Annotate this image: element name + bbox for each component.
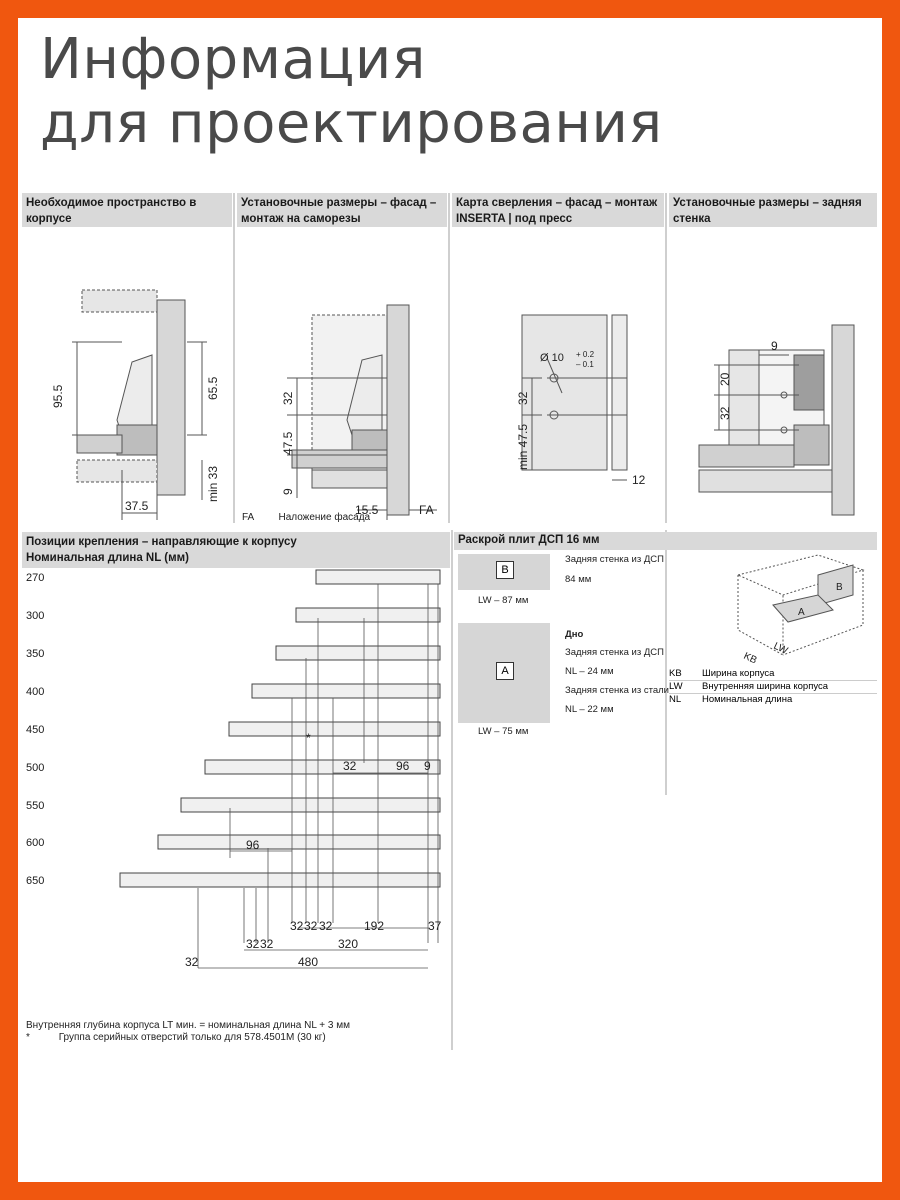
panel3-drawing bbox=[452, 230, 664, 525]
note-asterisk-mark: * bbox=[26, 1032, 30, 1043]
separator bbox=[665, 193, 667, 523]
legend-text: Номинальная длина bbox=[702, 694, 793, 705]
note-asterisk-text: Группа серийных отверстий только для 578.4501M (30 кг) bbox=[58, 1032, 326, 1043]
nl-label: 270 bbox=[26, 572, 45, 584]
bottom-board bbox=[699, 445, 794, 467]
runner-600 bbox=[158, 835, 440, 849]
legend-text: Ширина корпуса bbox=[702, 668, 775, 679]
legend-key: KB bbox=[669, 668, 682, 679]
title-line-1: Информация bbox=[40, 27, 426, 92]
dim-tol-minus: – 0.1 bbox=[576, 360, 594, 369]
nl-label: 350 bbox=[26, 648, 45, 660]
panel2-header bbox=[237, 193, 447, 227]
legend-row-kb bbox=[669, 668, 877, 681]
separator bbox=[233, 193, 235, 523]
panel4-header bbox=[669, 193, 877, 227]
runner-350 bbox=[276, 646, 440, 660]
page-title bbox=[40, 28, 663, 156]
panel2-legend bbox=[242, 512, 370, 523]
runner-block bbox=[117, 425, 157, 455]
dim-min-33: min 33 bbox=[206, 465, 220, 502]
panel1-header bbox=[22, 193, 232, 227]
panel-a-title: Дно bbox=[565, 629, 584, 640]
runner-450 bbox=[229, 722, 440, 736]
note-lt: Внутренняя глубина корпуса LT мин. = номинальная длина NL + 3 мм bbox=[26, 1020, 351, 1031]
asterisk-mark: * bbox=[306, 731, 311, 745]
panel1-header-text: Необходимое пространство в корпусе bbox=[26, 197, 197, 225]
dim-37-5: 37.5 bbox=[125, 499, 149, 513]
panel-a-size1: NL – 24 мм bbox=[565, 666, 614, 677]
cabinet-top-board bbox=[82, 290, 157, 312]
dim-32-f: 32 bbox=[260, 937, 274, 951]
legend-text-fa: Наложение фасада bbox=[278, 512, 371, 523]
separator bbox=[665, 530, 667, 795]
legend-row-nl bbox=[669, 694, 877, 706]
dim-32-a: 32 bbox=[343, 759, 357, 773]
iso-label-a: A bbox=[798, 607, 805, 618]
base-board bbox=[312, 470, 387, 488]
nl-label: 600 bbox=[26, 837, 45, 849]
legend-key-fa: FA bbox=[242, 512, 254, 523]
panel3-header bbox=[452, 193, 664, 227]
note-asterisk bbox=[26, 1032, 326, 1043]
front-panel-side bbox=[612, 315, 627, 470]
positions-header-text: Позиции крепления – направляющие к корпусу bbox=[26, 536, 297, 548]
nl-label: 450 bbox=[26, 724, 45, 736]
dim-320: 320 bbox=[338, 937, 359, 951]
dim-32-e: 32 bbox=[246, 937, 260, 951]
cabinet-side bbox=[157, 300, 185, 495]
positions-subheader-text: Номинальная длина NL (мм) bbox=[26, 552, 189, 564]
dim-9: 9 bbox=[424, 759, 431, 773]
cutting-header-text: Раскрой плит ДСП 16 мм bbox=[458, 534, 600, 546]
panel2-drawing bbox=[237, 230, 447, 525]
legend-key: NL bbox=[669, 694, 682, 705]
runner-270 bbox=[316, 570, 440, 584]
dim-32-b: 32 bbox=[290, 919, 304, 933]
panel-b-desc: Задняя стенка из ДСП bbox=[565, 554, 664, 565]
nl-label: 300 bbox=[26, 610, 45, 622]
nl-label: 550 bbox=[26, 800, 45, 812]
runners-drawing bbox=[18, 558, 452, 978]
dim-192: 192 bbox=[364, 919, 385, 933]
legend-row-lw bbox=[669, 681, 877, 694]
panel2-header-text: Установочные размеры – фасад – монтаж на саморезы bbox=[241, 197, 437, 225]
iso-label-b: B bbox=[836, 582, 843, 593]
panel4-drawing bbox=[669, 230, 877, 525]
panel-a-size2: NL – 22 мм bbox=[565, 704, 614, 715]
dim-37: 37 bbox=[428, 919, 442, 933]
cabinet-side bbox=[387, 305, 409, 515]
runner-650 bbox=[120, 873, 440, 887]
nl-label: 650 bbox=[26, 875, 45, 887]
dim-65-5: 65.5 bbox=[206, 376, 220, 400]
dim-95-5: 95.5 bbox=[51, 384, 65, 408]
dim-480: 480 bbox=[298, 955, 319, 969]
panel3-header-text: Карта сверления – фасад – монтаж INSERTA | под пресс bbox=[456, 197, 658, 225]
title-line-2: для проектирования bbox=[40, 91, 663, 156]
panel1-drawing bbox=[22, 230, 232, 525]
panel-a-desc1: Задняя стенка из ДСП bbox=[565, 647, 664, 658]
dim-32: 32 bbox=[718, 406, 732, 420]
runner-550 bbox=[181, 798, 440, 812]
dim-12: 12 bbox=[632, 473, 646, 487]
dim-96-b: 96 bbox=[246, 838, 260, 852]
front-board bbox=[77, 435, 122, 453]
iso-label-lw: LW bbox=[771, 640, 790, 657]
panel4-header-text: Установочные размеры – задняя стенка bbox=[673, 197, 862, 225]
cabinet-side bbox=[832, 325, 854, 515]
front-panel bbox=[522, 315, 607, 470]
dim-min-47-5: min 47.5 bbox=[516, 423, 530, 470]
nl-label: 400 bbox=[26, 686, 45, 698]
panel-b-size: 84 мм bbox=[565, 574, 592, 585]
panel-b-width: LW – 87 мм bbox=[478, 595, 529, 606]
dim-fa: FA bbox=[419, 503, 434, 517]
runner-block bbox=[794, 425, 829, 465]
drawer-side-profile bbox=[117, 355, 152, 435]
dim-32: 32 bbox=[516, 391, 530, 405]
dim-32: 32 bbox=[281, 391, 295, 405]
dim-9: 9 bbox=[281, 488, 295, 495]
panel-a-width: LW – 75 мм bbox=[478, 726, 529, 737]
dim-32-g: 32 bbox=[185, 955, 199, 969]
panel-a-label: A bbox=[496, 662, 514, 680]
dim-47-5: 47.5 bbox=[281, 431, 295, 455]
legend-text: Внутренняя ширина корпуса bbox=[702, 681, 829, 692]
dim-d10: Ø 10 bbox=[540, 352, 564, 364]
iso-label-kb: KB bbox=[741, 650, 759, 667]
dim-96-a: 96 bbox=[396, 759, 410, 773]
runner-400 bbox=[252, 684, 440, 698]
dim-9: 9 bbox=[771, 339, 778, 353]
iso-legend bbox=[669, 668, 877, 706]
bottom-board bbox=[292, 450, 387, 468]
page bbox=[18, 18, 882, 1182]
nl-label: 500 bbox=[26, 762, 45, 774]
legend-key: LW bbox=[669, 681, 683, 692]
panel-a-desc2: Задняя стенка из стали bbox=[565, 685, 669, 696]
dim-15-5: 15.5 bbox=[355, 503, 379, 517]
dim-32-c: 32 bbox=[304, 919, 318, 933]
separator bbox=[448, 193, 450, 523]
panel-b-label: B bbox=[496, 561, 514, 579]
dim-20: 20 bbox=[718, 372, 732, 386]
cabinet-bottom-board bbox=[77, 460, 157, 482]
dim-tol-plus: + 0.2 bbox=[576, 350, 595, 359]
base-board bbox=[699, 470, 832, 492]
rear-fitting bbox=[794, 355, 824, 410]
dim-32-d: 32 bbox=[319, 919, 333, 933]
cutting-header bbox=[454, 532, 877, 550]
drawer-iso-drawing bbox=[678, 550, 878, 670]
